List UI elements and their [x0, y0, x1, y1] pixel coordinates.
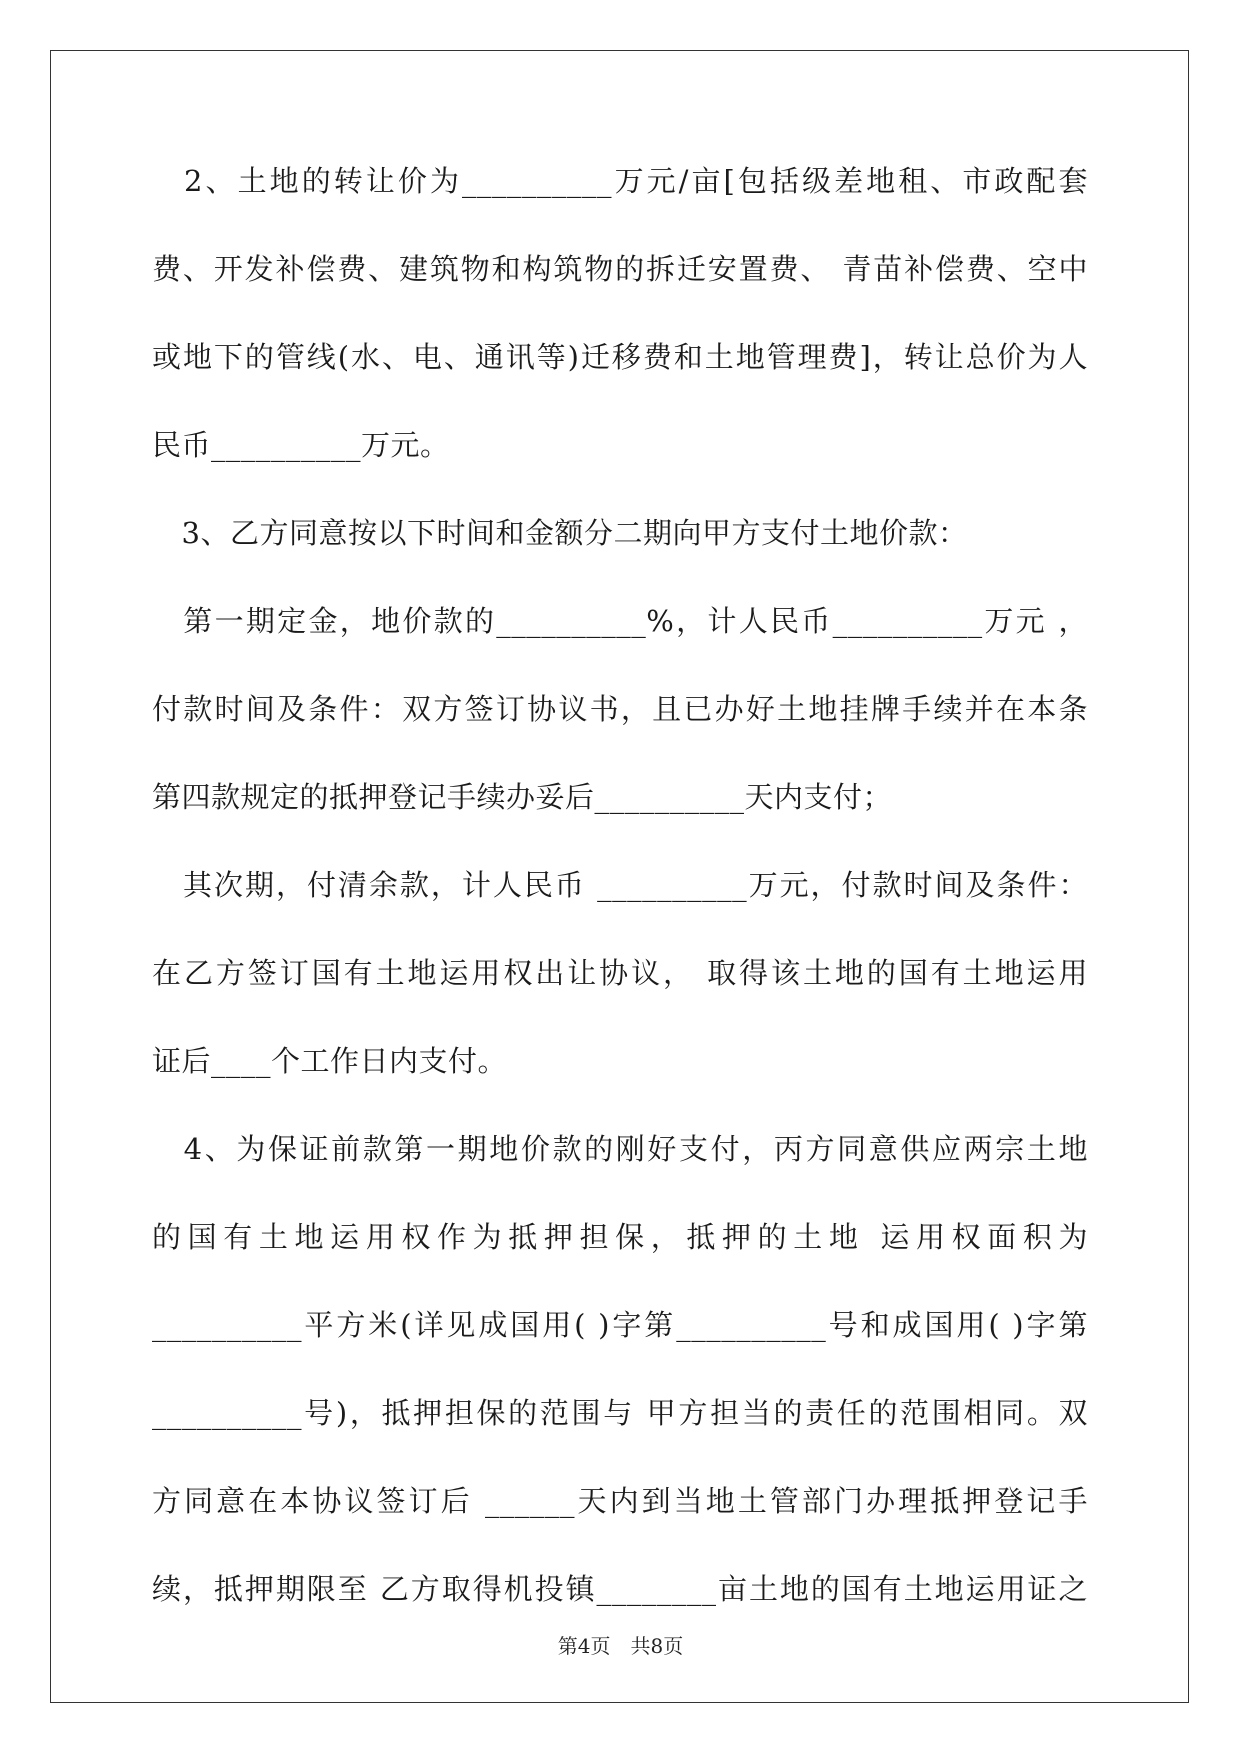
text-line-15: __________号)，抵押担保的范围与 甲方担当的责任的范围相同。双: [152, 1396, 1088, 1430]
text-line-4: 民币__________万元。: [152, 428, 450, 462]
text-line-2: 费、开发补偿费、建筑物和构筑物的拆迁安置费、 青苗补偿费、空中: [152, 252, 1088, 286]
page-number-footer: 第4页 共8页: [557, 1634, 684, 1658]
text-line-5: 3、乙方同意按以下时间和金额分二期向甲方支付土地价款：: [152, 516, 968, 550]
text-line-12: 4、为保证前款第一期地价款的刚好支付，丙方同意供应两宗土地: [152, 1132, 1088, 1166]
text-line-16: 方同意在本协议签订后 ______天内到当地土管部门办理抵押登记手: [152, 1484, 1088, 1518]
text-line-6: 第一期定金，地价款的__________%，计人民币__________万元 ，: [152, 604, 1088, 638]
text-line-1: 2、土地的转让价为__________万元/亩[包括级差地租、市政配套: [152, 164, 1088, 198]
text-line-8: 第四款规定的抵押登记手续办妥后__________天内支付；: [152, 780, 893, 814]
text-line-3: 或地下的管线(水、电、通讯等)迁移费和土地管理费]，转让总价为人: [152, 340, 1088, 374]
text-line-17: 续，抵押期限至 乙方取得机投镇________亩土地的国有土地运用证之: [152, 1572, 1088, 1606]
document-body: [152, 160, 1088, 1611]
text-line-9: 其次期，付清余款，计人民币 __________万元，付款时间及条件：: [152, 868, 1088, 902]
text-line-10: 在乙方签订国有土地运用权出让协议， 取得该土地的国有土地运用: [152, 956, 1088, 990]
text-line-14: __________平方米(详见成国用( )字第__________号和成国用( )字第: [152, 1308, 1088, 1342]
text-line-13: 的国有土地运用权作为抵押担保，抵押的土地 运用权面积为: [152, 1220, 1088, 1254]
text-line-7: 付款时间及条件：双方签订协议书，且已办好土地挂牌手续并在本条: [152, 692, 1088, 726]
text-line-11: 证后____个工作日内支付。: [152, 1044, 508, 1078]
